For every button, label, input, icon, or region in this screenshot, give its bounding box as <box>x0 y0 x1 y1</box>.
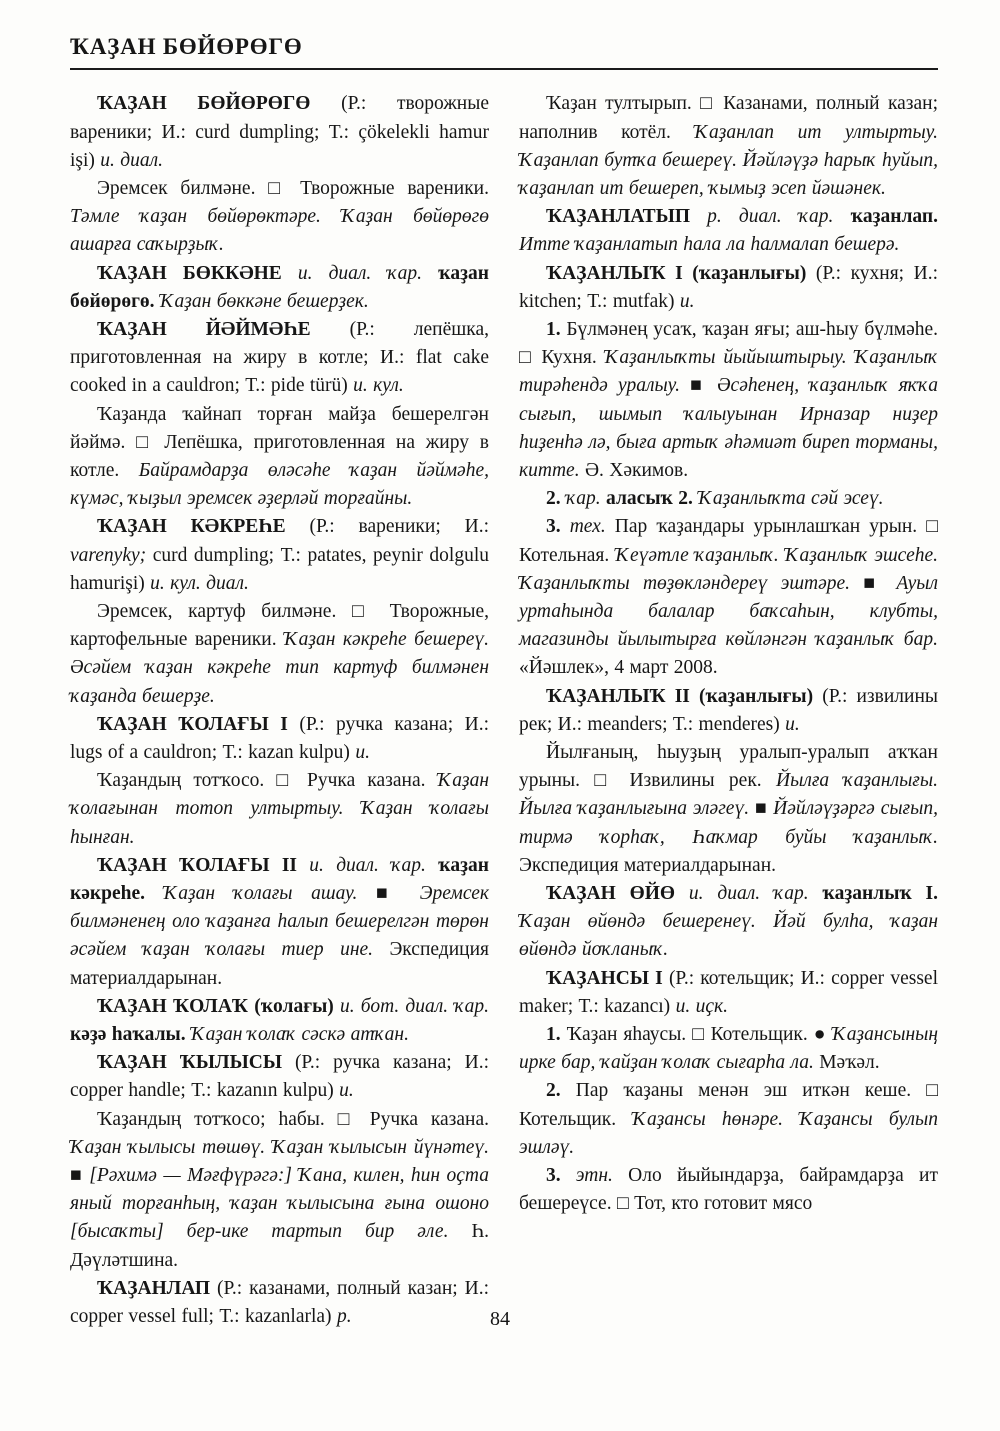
text-run: ■ <box>863 572 897 594</box>
dictionary-paragraph <box>70 175 489 260</box>
dictionary-paragraph <box>70 513 489 598</box>
text-run: (Р.: кухня; И.: kitchen; Т.: mutfak) <box>519 262 938 312</box>
text-run: Бүлмәнең усаҡ, ҡаҙан яғы; аш-һыу бүлмәһе. □ Кухня. <box>519 318 939 369</box>
dictionary-paragraph <box>519 260 938 316</box>
text-run: ҠАҘАНЛЫҠ I (ҡаҙанлығы) <box>546 262 816 284</box>
dictionary-paragraph <box>519 1162 938 1218</box>
left-column <box>70 90 489 1331</box>
dictionary-paragraph <box>519 513 938 682</box>
text-run: аласыҡ 2. <box>606 488 699 510</box>
text-run: ҠАҘАН ҠОЛАҒЫ II <box>97 854 310 876</box>
text-run: Ҡеүәтле ҡаҙанлыҡ. Ҡаҙанлыҡ эшсеһе. Ҡаҙанлыҡты төҙөкләндереү эштәре. <box>519 544 939 594</box>
dictionary-paragraph <box>70 767 489 852</box>
text-run: ҠАҘАНЛАТЫП <box>546 206 708 228</box>
text-run: ҠАҘАН ҠОЛАҒЫ I <box>97 713 300 735</box>
text-run: ҠАҘАНЛАП <box>97 1277 218 1299</box>
text-run: 3. <box>546 516 570 538</box>
text-run: Ҡаҙан ҡолағынан тотоп ултыртыу. Ҡаҙан ҡолағы һынған. <box>70 770 489 848</box>
text-run: Байрамдарҙа өләсәһе ҡаҙан йәймәһе, күмәс, ҡыҙыл эремсек әҙерләй торғайны. <box>70 459 489 510</box>
text-run: varenyky; <box>70 544 153 566</box>
text-run: (Р.: вареники; И.: <box>309 516 490 538</box>
text-run: Оло йыйындарҙа, байрамдарҙа ит бешереүсе. □ Тот, кто готовит мясо <box>519 1165 939 1215</box>
text-run: (Р.: ручка казана; И.: copper handle; Т.: kazanın kulpu) <box>70 1052 489 1102</box>
text-run: ■ <box>754 798 774 820</box>
text-run: кәҙә һаҡалы. <box>70 1024 191 1045</box>
text-run: ■ <box>376 882 420 904</box>
text-run: Ҡаҙанлап ит ултыртыу. Ҡаҙанлап бутҡа бешереү. Йәйләүҙә һарыҡ һуйып, ҡаҙанлап ит бешереп, ҡымыҙ эсеп йәшәнек. <box>519 121 938 199</box>
text-run: 2. <box>546 1080 576 1102</box>
text-run: ҡаҙан кәкреһе. <box>70 854 490 904</box>
text-run: (Р.: котельщик; И.: copper vessel maker; Т.: kazancı) <box>519 967 938 1017</box>
text-run: Экспедиция материалдарынан. <box>70 939 489 989</box>
text-run: curd dumpling; Т.: patates, peynir dolgulu hamurişi) <box>70 544 489 594</box>
text-columns <box>70 90 938 1331</box>
text-run: Ҡаҙан ҡылысы төшөү. Ҡаҙан ҡылысын йүнәтеү. <box>70 1136 489 1158</box>
dictionary-paragraph <box>70 852 489 993</box>
text-run: и. диал. ҡар. <box>309 854 439 876</box>
dictionary-paragraph <box>70 1049 489 1105</box>
text-run: ҡар. <box>566 488 607 510</box>
text-run: Ҡаҙансы һөнәре. Ҡаҙансы булып эшләү. <box>519 1108 938 1158</box>
text-run: ҠАҘАНСЫ I <box>546 967 669 989</box>
text-run: ҠАҘАН ӨЙӨ <box>546 882 689 904</box>
text-run: Экспедиция материалдарынан. <box>519 854 777 876</box>
text-run: (Р.: творожные вареники; И.: curd dumpling; Т.: çökelekli hamur işi) <box>70 93 489 171</box>
text-run: Эремсек билмәненең оло ҡаҙанға һалып бешерелгән төрөн әсәйем ҡаҙан ҡолағы тиер ине. <box>70 882 489 961</box>
text-run: Йылғаның, һыуҙың уралып-уралып аҡҡан урыны. □ Извилины рек. <box>519 741 938 792</box>
text-run: Ҡаҙан өйөндә бешеренеү. Йәй булһа, ҡаҙан өйөндә йоҡланыҡ. <box>519 911 938 961</box>
text-run: Эремсек билмәне. □ Творожные вареники. <box>97 177 489 199</box>
text-run: Ҡаҙан тултырып. □ Казанами, полный казан; наполнив котёл. <box>519 93 938 143</box>
text-run: Ҡаҙанда ҡайнап торған майҙа бешерелгән йәймә. □ Лепёшка, приготовленная на жиру в котле. <box>70 403 489 481</box>
text-run: 3. <box>546 1165 576 1187</box>
running-head: ҠАҘАН БӨЙӨРӨГӨ <box>70 34 303 59</box>
text-run: Ә. Хәкимов. <box>584 459 689 481</box>
text-run: и. бот. диал. ҡар. <box>339 995 489 1017</box>
text-run: ҠАҘАН ҠОЛАҠ (ҡолағы) <box>97 995 340 1017</box>
text-run: ■ <box>690 375 717 397</box>
dictionary-paragraph <box>519 203 938 259</box>
text-run: и. кул. диал. <box>150 572 249 594</box>
text-run: р. <box>336 1306 352 1328</box>
dictionary-paragraph <box>70 260 489 316</box>
dictionary-paragraph <box>519 1021 938 1077</box>
text-run: ҠАҘАН ЙӘЙМӘҺЕ <box>97 318 350 340</box>
text-run: тех. <box>569 516 615 538</box>
text-run: этн. <box>575 1165 629 1187</box>
dictionary-paragraph <box>519 965 938 1021</box>
text-run: Ҡаҙанлыҡта сәй эсеү. <box>698 488 884 510</box>
text-run: ■ <box>70 1165 90 1187</box>
text-run: Пар ҡаҙандары урынлашҡан урын. □ Котельная. <box>519 516 938 566</box>
text-run: и. кул. <box>353 375 404 397</box>
text-run: Ҡаҙансының ирке бар, ҡайҙан ҡолаҡ сығарһа ла. <box>519 1024 938 1074</box>
text-run: ҠАҘАН ҠЫЛЫСЫ <box>97 1052 295 1074</box>
text-run: (Р.: ручка казана; И.: lugs of a cauldron; Т.: kazan kulpu) <box>70 713 489 763</box>
text-run: и. <box>355 741 370 763</box>
text-run: Мәҡәл. <box>819 1052 880 1074</box>
text-run: [Рәхимә — Мәғфүрәгә:] Ҡана, килен, һин оҫта яный торғанһың, ҡаҙан ҡылысына ғына ошоно [бысаҡты] бер-ике тартып бир әле. <box>70 1165 489 1243</box>
text-run: и. <box>679 290 695 312</box>
text-run: (Р.: казанами, полный казан; И.: copper vessel full; Т.: kazanlarla) <box>70 1277 489 1328</box>
text-run: Ҡаҙан ҡолаҡ сәскә атҡан. <box>190 1024 409 1045</box>
dictionary-paragraph <box>70 598 489 711</box>
text-run: р. диал. ҡар. <box>707 206 851 228</box>
text-run: ҠАҘАНЛЫҠ II (ҡаҙанлығы) <box>546 685 823 707</box>
dictionary-paragraph <box>70 90 489 175</box>
text-run: Ҡаҙан яһаусы. □ Котельщик. ● <box>566 1024 833 1045</box>
text-run: 1. <box>546 318 567 340</box>
text-run: ҡаҙанлыҡ I. <box>822 882 938 904</box>
text-run: Ҡаҙан кәкреһе бешереү. Әсәйем ҡаҙан кәкреһе тип картуф билмәнен ҡаҙанда бешерҙе. <box>70 629 489 707</box>
text-run: Тәмле ҡаҙан бөйөрөктәре. Ҡаҙан бөйөрөгө ашарға саҡырҙыҡ. <box>70 206 489 256</box>
text-run: 2. <box>546 488 566 510</box>
dictionary-paragraph <box>519 683 938 739</box>
header-rule <box>70 68 938 70</box>
dictionary-paragraph <box>70 1106 489 1275</box>
text-run: (Р.: лепёшка, приготовленная на жиру в котле; И.: flat cake cooked in a cauldron; Т.: pide türü) <box>70 318 489 397</box>
text-run: ҡаҙан бөйөрөгө. <box>70 262 489 312</box>
text-run: ҠАҘАН БӨККӘНЕ <box>97 262 298 284</box>
text-run: ҠАҘАН КӘКРЕҺЕ <box>97 516 310 538</box>
text-run: Һ. Дәүләтшина. <box>70 1221 489 1271</box>
dictionary-paragraph <box>70 316 489 401</box>
text-run: Пар ҡаҙаны менән эш иткән кеше. □ Котельщик. <box>519 1080 938 1130</box>
text-run: Ҡаҙан бөккәне бешерҙек. <box>159 290 369 312</box>
text-run: Йылға ҡаҙанлығы. Йылға ҡаҙанлығына эләгеү. <box>519 770 938 820</box>
dictionary-paragraph <box>519 90 938 203</box>
text-run: и. диал. ҡар. <box>297 262 439 284</box>
text-run: «Йәшлек», 4 март 2008. <box>519 657 718 679</box>
text-run: Итте ҡаҙанлатып һала ла һалмалап бешерә. <box>519 234 900 256</box>
text-run: 1. <box>546 1024 567 1045</box>
dictionary-paragraph <box>519 880 938 965</box>
text-run: ҠАҘАН БӨЙӨРӨГӨ <box>97 93 342 115</box>
text-run: и. <box>785 713 800 735</box>
text-run: Әсәһенең, ҡаҙанлыҡ яҡҡа сығып, шымып ҡалыуынан Ирназар ниҙер һиҙенһә лә, быға артыҡ әһәмиәт биреп торманы, китте. <box>519 375 938 481</box>
dictionary-paragraph <box>519 316 938 485</box>
text-run: Ҡаҙандың тотҡосо. □ Ручка казана. <box>97 770 438 792</box>
dictionary-paragraph <box>519 485 938 513</box>
right-column <box>519 90 938 1331</box>
text-run: Ҡаҙандың тотҡосо; һабы. □ Ручка казана. <box>97 1108 489 1130</box>
text-run: Эремсек, картуф билмәне. □ Творожные, картофельные вареники. <box>70 600 489 651</box>
text-run: и. диал. <box>100 149 164 171</box>
text-run: и. <box>339 1080 354 1102</box>
text-run: (Р.: извилины рек; И.: meanders; Т.: menderes) <box>519 685 938 735</box>
dictionary-paragraph <box>70 711 489 767</box>
text-run: и. диал. ҡар. <box>688 882 823 904</box>
dictionary-paragraph <box>519 1077 938 1162</box>
text-run: Йәйләүҙәргә сығып, тирмә ҡорһаҡ, Һаҡмар буйы ҡаҙанлыҡ. <box>519 798 938 848</box>
page-number: 84 <box>490 1308 510 1330</box>
dictionary-paragraph <box>519 739 938 880</box>
text-run: Ҡаҙан ҡолағы ашау. <box>163 882 377 904</box>
text-run: и. иҫк. <box>675 995 728 1017</box>
text-run: ҡаҙанлап. <box>850 206 938 228</box>
dictionary-paragraph <box>70 401 489 514</box>
text-run: Ауыл уртаһында балалар баҡсаһын, клубты, магазинды йылытырға көйләнгән ҡаҙанлыҡ бар. <box>519 572 938 651</box>
text-run: Ҡаҙанлыҡты йыйыштырыу. Ҡаҙанлыҡ тирәһендә уралыу. <box>519 347 938 397</box>
dictionary-paragraph <box>70 993 489 1049</box>
